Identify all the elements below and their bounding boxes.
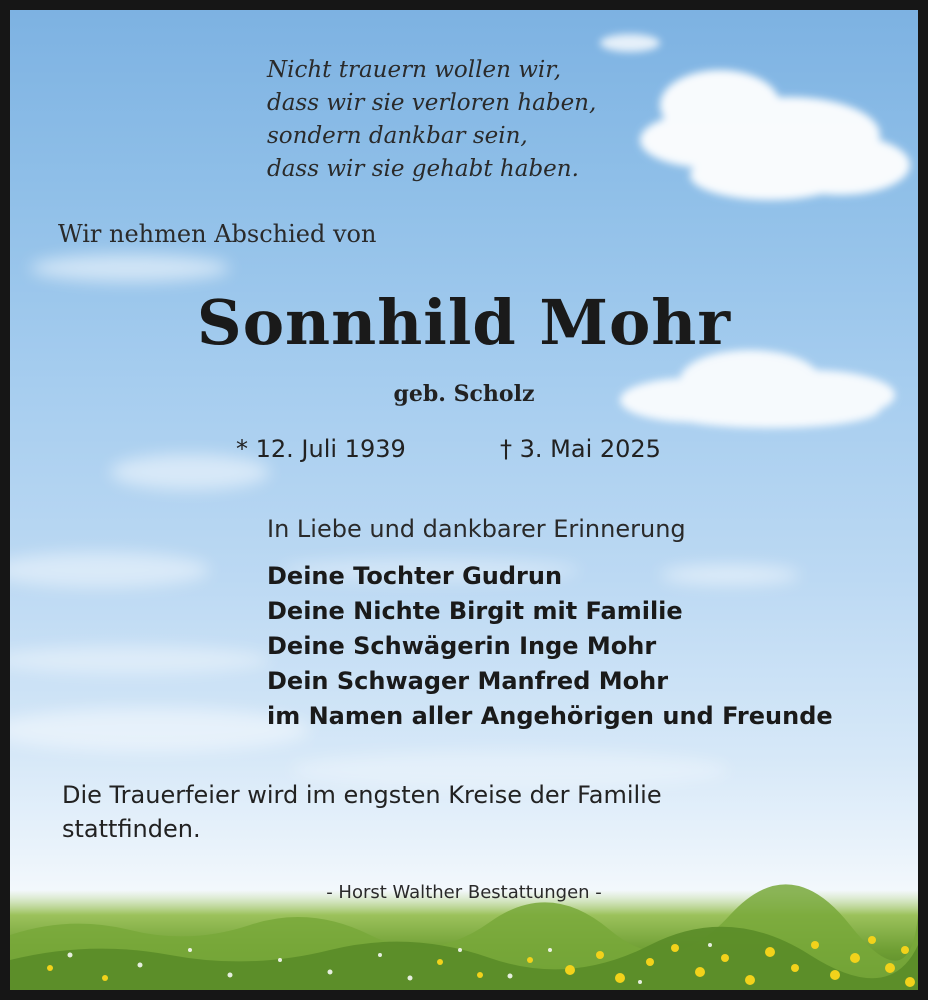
mourner-line: im Namen aller Angehörigen und Freunde	[267, 702, 833, 730]
death-date: † 3. Mai 2025	[500, 435, 661, 463]
cloud-top-small	[600, 34, 660, 52]
birth-date: * 12. Juli 1939	[236, 435, 406, 463]
farewell-intro: Wir nehmen Abschied von	[58, 220, 377, 248]
verse-line: sondern dankbar sein,	[267, 123, 528, 149]
mourner-line: Deine Tochter Gudrun	[267, 562, 563, 590]
deceased-name: Sonnhild Mohr	[196, 286, 732, 359]
verse-line: dass wir sie verloren haben,	[267, 90, 597, 116]
memory-line: In Liebe und dankbarer Erinnerung	[267, 515, 686, 543]
obituary-notice	[10, 10, 918, 990]
cloud-top-right	[640, 70, 910, 200]
mourners-list	[267, 559, 833, 734]
maiden-name: geb. Scholz	[393, 381, 535, 407]
mourner-line: Deine Schwägerin Inge Mohr	[267, 632, 657, 660]
verse-line: dass wir sie gehabt haben.	[267, 156, 579, 182]
notice-line: Die Trauerfeier wird im engsten Kreise der Familie	[62, 781, 662, 809]
funeral-notice	[62, 778, 662, 846]
verse-line: Nicht trauern wollen wir,	[267, 57, 562, 83]
mourner-line: Deine Nichte Birgit mit Familie	[267, 597, 683, 625]
notice-line: stattfinden.	[62, 815, 201, 843]
mourner-line: Dein Schwager Manfred Mohr	[267, 667, 669, 695]
verse	[267, 54, 596, 186]
undertaker-credit: - Horst Walther Bestattungen -	[326, 882, 602, 903]
